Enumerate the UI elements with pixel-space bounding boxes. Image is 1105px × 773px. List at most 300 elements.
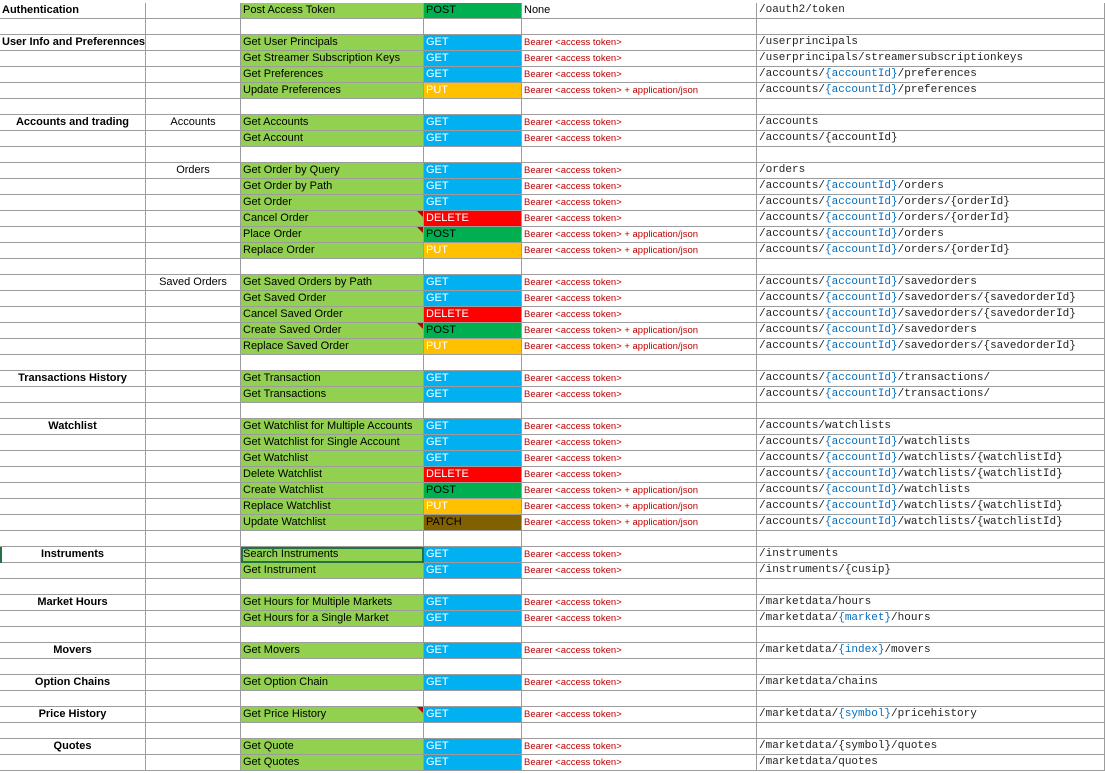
http-method-cell[interactable]: GET (424, 291, 522, 307)
endpoint-path-cell[interactable] (757, 195, 1105, 211)
empty-cell[interactable] (241, 531, 424, 547)
section-label-cell[interactable]: Watchlist (0, 419, 146, 435)
group-label-cell[interactable] (146, 211, 241, 227)
empty-cell[interactable] (424, 531, 522, 547)
http-method-cell[interactable]: PUT (424, 499, 522, 515)
empty-cell[interactable] (0, 723, 146, 739)
http-method-cell[interactable]: PUT (424, 83, 522, 99)
auth-header-cell[interactable]: Bearer <access token> (522, 595, 757, 611)
empty-cell[interactable] (241, 579, 424, 595)
endpoint-name-cell[interactable]: Get Quote (241, 739, 424, 755)
section-label-cell[interactable] (0, 291, 146, 307)
endpoint-name-cell[interactable]: Post Access Token (241, 3, 424, 19)
empty-cell[interactable] (424, 403, 522, 419)
http-method-cell[interactable]: GET (424, 371, 522, 387)
section-label-cell[interactable] (0, 339, 146, 355)
auth-header-cell[interactable]: Bearer <access token> + application/json (522, 227, 757, 243)
section-label-cell[interactable] (0, 387, 146, 403)
endpoint-path-cell[interactable] (757, 243, 1105, 259)
http-method-cell[interactable]: GET (424, 611, 522, 627)
endpoint-name-cell[interactable]: Get Order by Query (241, 163, 424, 179)
endpoint-path-cell[interactable] (757, 211, 1105, 227)
section-label-cell[interactable] (0, 163, 146, 179)
endpoint-path-cell[interactable] (757, 499, 1105, 515)
empty-cell[interactable] (0, 355, 146, 371)
auth-header-cell[interactable]: Bearer <access token> + application/json (522, 83, 757, 99)
endpoint-name-cell[interactable]: Get Price History (241, 707, 424, 723)
section-label-cell[interactable]: Option Chains (0, 675, 146, 691)
endpoint-name-cell[interactable]: Get Watchlist (241, 451, 424, 467)
group-label-cell[interactable] (146, 3, 241, 19)
section-label-cell[interactable] (0, 483, 146, 499)
empty-cell[interactable] (0, 627, 146, 643)
section-label-cell[interactable] (0, 755, 146, 771)
empty-cell[interactable] (757, 259, 1105, 275)
group-label-cell[interactable] (146, 419, 241, 435)
empty-cell[interactable] (146, 531, 241, 547)
empty-cell[interactable] (757, 659, 1105, 675)
http-method-cell[interactable]: GET (424, 115, 522, 131)
path-segment: /pricehistory (891, 708, 977, 720)
endpoint-path-cell[interactable] (757, 707, 1105, 723)
endpoint-path-cell[interactable] (757, 67, 1105, 83)
endpoint-name-cell[interactable]: Update Preferences (241, 83, 424, 99)
empty-cell[interactable] (757, 147, 1105, 163)
endpoint-name-cell[interactable]: Get Watchlist for Single Account (241, 435, 424, 451)
endpoint-path-cell[interactable] (757, 483, 1105, 499)
endpoint-path-cell[interactable] (757, 307, 1105, 323)
empty-cell[interactable] (241, 99, 424, 115)
endpoint-name-cell[interactable]: Get Account (241, 131, 424, 147)
empty-cell[interactable] (522, 723, 757, 739)
endpoint-path-cell[interactable] (757, 643, 1105, 659)
empty-cell[interactable] (424, 99, 522, 115)
empty-cell[interactable] (146, 579, 241, 595)
empty-cell[interactable] (146, 259, 241, 275)
http-method-cell[interactable]: GET (424, 131, 522, 147)
section-label-cell[interactable] (0, 51, 146, 67)
endpoint-name-cell[interactable]: Get Transactions (241, 387, 424, 403)
path-parameter: {accountId} (825, 212, 898, 224)
section-label-cell[interactable] (0, 195, 146, 211)
section-label-cell[interactable] (0, 243, 146, 259)
endpoint-path-cell[interactable] (757, 611, 1105, 627)
http-method-cell[interactable]: GET (424, 755, 522, 771)
http-method-cell[interactable]: DELETE (424, 307, 522, 323)
endpoint-path-cell[interactable] (757, 371, 1105, 387)
endpoint-path-cell[interactable] (757, 51, 1105, 67)
endpoint-name-cell[interactable]: Create Watchlist (241, 483, 424, 499)
auth-header-cell[interactable]: Bearer <access token> + application/json (522, 515, 757, 531)
endpoint-name-cell[interactable]: Get Option Chain (241, 675, 424, 691)
group-label-cell[interactable] (146, 435, 241, 451)
endpoint-name-cell[interactable]: Get Order by Path (241, 179, 424, 195)
endpoint-name-cell[interactable]: Get Watchlist for Multiple Accounts (241, 419, 424, 435)
section-label-cell[interactable]: User Info and Preferennces (0, 35, 146, 51)
auth-header-cell[interactable]: Bearer <access token> (522, 419, 757, 435)
group-label-cell[interactable]: Orders (146, 163, 241, 179)
endpoint-path-cell[interactable] (757, 563, 1105, 579)
http-method-cell[interactable]: GET (424, 35, 522, 51)
path-parameter: {accountId} (825, 308, 898, 320)
group-label-cell[interactable] (146, 739, 241, 755)
endpoint-name-cell[interactable]: Create Saved Order (241, 323, 424, 339)
auth-header-cell[interactable]: Bearer <access token> (522, 547, 757, 563)
http-method-cell[interactable]: GET (424, 179, 522, 195)
path-parameter: {accountId} (825, 340, 898, 352)
auth-header-cell[interactable]: Bearer <access token> + application/json (522, 323, 757, 339)
spacer-row (0, 99, 1105, 115)
group-label-cell[interactable]: Saved Orders (146, 275, 241, 291)
section-label-cell[interactable] (0, 451, 146, 467)
http-method-cell[interactable]: GET (424, 419, 522, 435)
auth-header-cell[interactable]: Bearer <access token> (522, 307, 757, 323)
endpoint-name-cell[interactable]: Get Saved Orders by Path (241, 275, 424, 291)
endpoint-name-cell[interactable]: Get Streamer Subscription Keys (241, 51, 424, 67)
group-label-cell[interactable] (146, 35, 241, 51)
empty-cell[interactable] (146, 403, 241, 419)
group-label-cell[interactable] (146, 179, 241, 195)
group-label-cell[interactable] (146, 499, 241, 515)
endpoint-path-cell[interactable] (757, 83, 1105, 99)
auth-header-cell[interactable]: Bearer <access token> + application/json (522, 499, 757, 515)
group-label-cell[interactable] (146, 467, 241, 483)
endpoint-path-cell[interactable] (757, 755, 1105, 771)
empty-cell[interactable] (424, 691, 522, 707)
endpoint-path-cell[interactable] (757, 323, 1105, 339)
empty-cell[interactable] (424, 355, 522, 371)
empty-cell[interactable] (146, 723, 241, 739)
group-label-cell[interactable] (146, 323, 241, 339)
group-label-cell[interactable] (146, 387, 241, 403)
endpoint-path-cell[interactable] (757, 739, 1105, 755)
empty-cell[interactable] (146, 99, 241, 115)
auth-header-cell[interactable]: Bearer <access token> (522, 451, 757, 467)
auth-header-cell[interactable]: Bearer <access token> (522, 739, 757, 755)
empty-cell[interactable] (0, 19, 146, 35)
auth-header-cell[interactable]: Bearer <access token> (522, 179, 757, 195)
endpoint-path-cell[interactable] (757, 595, 1105, 611)
http-method-cell[interactable]: GET (424, 435, 522, 451)
http-method-cell[interactable]: GET (424, 643, 522, 659)
group-label-cell[interactable] (146, 595, 241, 611)
empty-cell[interactable] (146, 19, 241, 35)
auth-header-cell[interactable]: Bearer <access token> (522, 211, 757, 227)
section-label-cell[interactable] (0, 83, 146, 99)
auth-header-cell[interactable]: Bearer <access token> + application/json (522, 339, 757, 355)
auth-header-cell[interactable]: Bearer <access token> (522, 707, 757, 723)
http-method-cell[interactable]: PUT (424, 339, 522, 355)
http-method-cell[interactable]: DELETE (424, 211, 522, 227)
auth-header-cell[interactable]: Bearer <access token> + application/json (522, 483, 757, 499)
group-label-cell[interactable] (146, 291, 241, 307)
section-label-cell[interactable] (0, 467, 146, 483)
endpoint-name-cell[interactable]: Replace Order (241, 243, 424, 259)
empty-cell[interactable] (0, 579, 146, 595)
empty-cell[interactable] (522, 99, 757, 115)
group-label-cell[interactable] (146, 83, 241, 99)
group-label-cell[interactable] (146, 51, 241, 67)
empty-cell[interactable] (241, 723, 424, 739)
empty-cell[interactable] (146, 355, 241, 371)
endpoint-name-cell[interactable]: Get Quotes (241, 755, 424, 771)
endpoint-path-cell[interactable] (757, 3, 1105, 19)
empty-cell[interactable] (757, 627, 1105, 643)
group-label-cell[interactable] (146, 339, 241, 355)
section-label-cell[interactable]: Price History (0, 707, 146, 723)
endpoint-path-cell[interactable] (757, 35, 1105, 51)
empty-cell[interactable] (757, 723, 1105, 739)
endpoint-path-cell[interactable] (757, 275, 1105, 291)
section-label-cell[interactable]: Instruments (0, 547, 146, 563)
http-method-cell[interactable]: GET (424, 451, 522, 467)
endpoint-name-cell[interactable]: Get Order (241, 195, 424, 211)
http-method-cell[interactable]: DELETE (424, 467, 522, 483)
endpoint-name-cell[interactable]: Update Watchlist (241, 515, 424, 531)
endpoint-name-cell[interactable]: Get Instrument (241, 563, 424, 579)
path-segment: {orderId} (950, 212, 1010, 224)
empty-cell[interactable] (757, 355, 1105, 371)
auth-header-cell[interactable]: Bearer <access token> (522, 51, 757, 67)
empty-cell[interactable] (0, 403, 146, 419)
endpoint-path-cell[interactable] (757, 227, 1105, 243)
group-label-cell[interactable] (146, 131, 241, 147)
empty-cell[interactable] (424, 659, 522, 675)
empty-cell[interactable] (424, 627, 522, 643)
path-segment: /savedorders/ (897, 308, 984, 320)
path-segment: {accountId} (825, 132, 898, 144)
endpoint-name-cell[interactable]: Get User Principals (241, 35, 424, 51)
empty-cell[interactable] (0, 99, 146, 115)
comment-indicator-icon (417, 707, 423, 713)
section-label-cell[interactable] (0, 179, 146, 195)
auth-header-cell[interactable]: Bearer <access token> (522, 67, 757, 83)
endpoint-path-cell[interactable] (757, 179, 1105, 195)
endpoint-path-cell[interactable] (757, 163, 1105, 179)
auth-header-cell[interactable]: Bearer <access token> (522, 115, 757, 131)
group-label-cell[interactable] (146, 483, 241, 499)
endpoint-name-cell[interactable]: Get Hours for Multiple Markets (241, 595, 424, 611)
empty-cell[interactable] (0, 691, 146, 707)
empty-cell[interactable] (241, 659, 424, 675)
endpoint-row (0, 339, 1105, 355)
auth-header-cell[interactable]: Bearer <access token> (522, 467, 757, 483)
endpoint-name-cell[interactable]: Cancel Saved Order (241, 307, 424, 323)
empty-cell[interactable] (757, 99, 1105, 115)
endpoint-name-cell[interactable]: Replace Saved Order (241, 339, 424, 355)
auth-header-cell[interactable]: Bearer <access token> (522, 35, 757, 51)
http-method-cell[interactable]: POST (424, 3, 522, 19)
endpoint-path-cell[interactable] (757, 419, 1105, 435)
endpoint-name-cell[interactable]: Get Movers (241, 643, 424, 659)
empty-cell[interactable] (522, 403, 757, 419)
empty-cell[interactable] (424, 147, 522, 163)
auth-header-cell[interactable]: Bearer <access token> (522, 563, 757, 579)
section-label-cell[interactable] (0, 515, 146, 531)
empty-cell[interactable] (757, 691, 1105, 707)
group-label-cell[interactable] (146, 707, 241, 723)
empty-cell[interactable] (241, 259, 424, 275)
empty-cell[interactable] (757, 579, 1105, 595)
endpoint-path-cell[interactable] (757, 515, 1105, 531)
section-label-cell[interactable]: Quotes (0, 739, 146, 755)
empty-cell[interactable] (424, 19, 522, 35)
endpoint-path-cell[interactable] (757, 387, 1105, 403)
group-label-cell[interactable] (146, 563, 241, 579)
auth-header-cell[interactable]: Bearer <access token> (522, 163, 757, 179)
empty-cell[interactable] (522, 579, 757, 595)
endpoint-name-cell[interactable]: Get Saved Order (241, 291, 424, 307)
http-method-cell[interactable]: PATCH (424, 515, 522, 531)
empty-cell[interactable] (0, 531, 146, 547)
http-method-cell[interactable]: POST (424, 227, 522, 243)
group-label-cell[interactable] (146, 307, 241, 323)
group-label-cell[interactable] (146, 755, 241, 771)
endpoint-name-cell[interactable]: Replace Watchlist (241, 499, 424, 515)
empty-cell[interactable] (522, 259, 757, 275)
auth-header-cell[interactable]: Bearer <access token> (522, 611, 757, 627)
group-label-cell[interactable] (146, 451, 241, 467)
http-method-cell[interactable]: GET (424, 67, 522, 83)
endpoint-path-cell[interactable] (757, 547, 1105, 563)
group-label-cell[interactable] (146, 195, 241, 211)
section-label-cell[interactable] (0, 131, 146, 147)
group-label-cell[interactable]: Accounts (146, 115, 241, 131)
section-label-cell[interactable]: Authentication (0, 3, 146, 19)
section-label-cell[interactable] (0, 275, 146, 291)
endpoint-path-cell[interactable] (757, 291, 1105, 307)
endpoint-name-cell[interactable]: Get Accounts (241, 115, 424, 131)
auth-header-cell[interactable]: None (522, 3, 757, 19)
empty-cell[interactable] (424, 723, 522, 739)
empty-cell[interactable] (522, 19, 757, 35)
auth-header-cell[interactable]: Bearer <access token> (522, 275, 757, 291)
section-label-cell[interactable] (0, 227, 146, 243)
section-label-cell[interactable] (0, 611, 146, 627)
endpoint-name-cell[interactable]: Get Hours for a Single Market (241, 611, 424, 627)
http-method-cell[interactable]: GET (424, 163, 522, 179)
endpoint-path-cell[interactable] (757, 131, 1105, 147)
empty-cell[interactable] (522, 627, 757, 643)
http-method-cell[interactable]: GET (424, 595, 522, 611)
empty-cell[interactable] (522, 531, 757, 547)
endpoint-name-cell[interactable]: Cancel Order (241, 211, 424, 227)
auth-header-cell[interactable]: Bearer <access token> (522, 755, 757, 771)
http-method-cell[interactable]: GET (424, 275, 522, 291)
empty-cell[interactable] (0, 147, 146, 163)
section-label-cell[interactable] (0, 307, 146, 323)
endpoint-path-cell[interactable] (757, 115, 1105, 131)
auth-header-cell[interactable]: Bearer <access token> + application/json (522, 243, 757, 259)
http-method-cell[interactable]: GET (424, 51, 522, 67)
section-label-cell[interactable] (0, 211, 146, 227)
auth-header-cell[interactable]: Bearer <access token> (522, 643, 757, 659)
auth-header-cell[interactable]: Bearer <access token> (522, 131, 757, 147)
auth-header-cell[interactable]: Bearer <access token> (522, 291, 757, 307)
http-method-cell[interactable]: POST (424, 323, 522, 339)
section-label-cell[interactable]: Movers (0, 643, 146, 659)
http-method-cell[interactable]: GET (424, 739, 522, 755)
empty-cell[interactable] (522, 659, 757, 675)
path-parameter: {accountId} (825, 196, 898, 208)
empty-cell[interactable] (241, 355, 424, 371)
empty-cell[interactable] (146, 659, 241, 675)
empty-cell[interactable] (0, 659, 146, 675)
empty-cell[interactable] (757, 531, 1105, 547)
auth-header-cell[interactable]: Bearer <access token> (522, 387, 757, 403)
section-label-cell[interactable] (0, 563, 146, 579)
section-label-cell[interactable] (0, 67, 146, 83)
section-label-cell[interactable]: Accounts and trading (0, 115, 146, 131)
group-label-cell[interactable] (146, 227, 241, 243)
endpoint-name-cell[interactable]: Get Preferences (241, 67, 424, 83)
empty-cell[interactable] (241, 691, 424, 707)
endpoint-path-cell[interactable] (757, 435, 1105, 451)
empty-cell[interactable] (146, 147, 241, 163)
group-label-cell[interactable] (146, 611, 241, 627)
http-method-cell[interactable]: GET (424, 387, 522, 403)
endpoint-name-cell[interactable]: Place Order (241, 227, 424, 243)
empty-cell[interactable] (522, 147, 757, 163)
endpoint-path-cell[interactable] (757, 675, 1105, 691)
section-label-cell[interactable] (0, 499, 146, 515)
auth-header-cell[interactable]: Bearer <access token> (522, 675, 757, 691)
empty-cell[interactable] (241, 403, 424, 419)
empty-cell[interactable] (0, 259, 146, 275)
empty-cell[interactable] (424, 579, 522, 595)
group-label-cell[interactable] (146, 547, 241, 563)
empty-cell[interactable] (424, 259, 522, 275)
endpoint-path-cell[interactable] (757, 467, 1105, 483)
http-method-cell[interactable]: POST (424, 483, 522, 499)
auth-header-cell[interactable]: Bearer <access token> (522, 371, 757, 387)
empty-cell[interactable] (241, 19, 424, 35)
auth-header-cell[interactable]: Bearer <access token> (522, 195, 757, 211)
group-label-cell[interactable] (146, 243, 241, 259)
http-method-cell[interactable]: GET (424, 675, 522, 691)
empty-cell[interactable] (241, 627, 424, 643)
group-label-cell[interactable] (146, 643, 241, 659)
http-method-cell[interactable]: GET (424, 707, 522, 723)
group-label-cell[interactable] (146, 515, 241, 531)
empty-cell[interactable] (241, 147, 424, 163)
empty-cell[interactable] (757, 403, 1105, 419)
http-method-cell[interactable]: GET (424, 195, 522, 211)
endpoint-name-cell[interactable]: Search Instruments (241, 547, 424, 563)
empty-cell[interactable] (757, 19, 1105, 35)
http-method-cell[interactable]: GET (424, 547, 522, 563)
group-label-cell[interactable] (146, 675, 241, 691)
endpoint-path-cell[interactable] (757, 339, 1105, 355)
path-segment: /marketdata/chains (759, 676, 878, 688)
section-label-cell[interactable]: Market Hours (0, 595, 146, 611)
endpoint-name-cell[interactable]: Get Transaction (241, 371, 424, 387)
auth-header-cell[interactable]: Bearer <access token> (522, 435, 757, 451)
empty-cell[interactable] (522, 691, 757, 707)
empty-cell[interactable] (146, 627, 241, 643)
http-method-cell[interactable]: GET (424, 563, 522, 579)
group-label-cell[interactable] (146, 67, 241, 83)
endpoint-name-cell[interactable]: Delete Watchlist (241, 467, 424, 483)
http-method-cell[interactable]: PUT (424, 243, 522, 259)
empty-cell[interactable] (522, 355, 757, 371)
endpoint-path-cell[interactable] (757, 451, 1105, 467)
empty-cell[interactable] (146, 691, 241, 707)
section-label-cell[interactable] (0, 435, 146, 451)
section-label-cell[interactable]: Transactions History (0, 371, 146, 387)
section-label-cell[interactable] (0, 323, 146, 339)
group-label-cell[interactable] (146, 371, 241, 387)
